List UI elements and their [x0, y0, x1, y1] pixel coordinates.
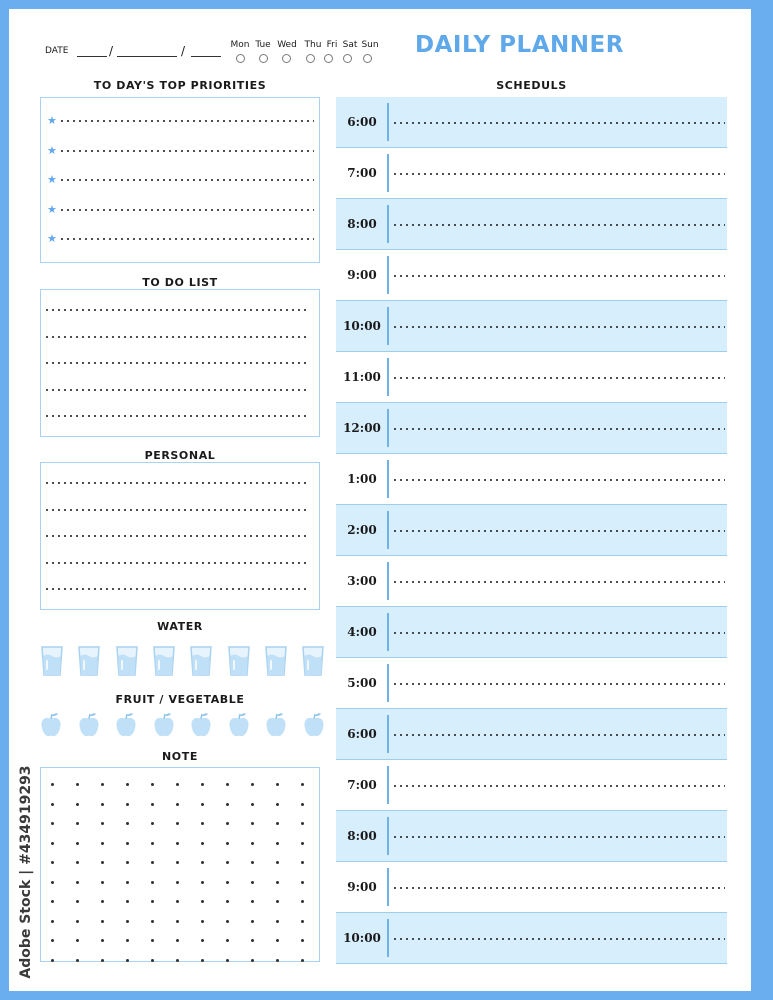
grid-dot — [126, 783, 129, 786]
schedule-slot[interactable] — [336, 913, 727, 964]
schedule-time-label: 12:00 — [343, 421, 381, 435]
circle-checkbox-icon[interactable] — [282, 54, 291, 63]
water-glass-icon[interactable] — [40, 645, 64, 677]
note-box[interactable] — [40, 767, 320, 962]
schedule-divider — [387, 868, 389, 906]
date-day-blank[interactable] — [77, 56, 107, 57]
grid-dot — [251, 783, 254, 786]
circle-checkbox-icon[interactable] — [363, 54, 372, 63]
writing-line[interactable] — [44, 562, 306, 564]
grid-dot — [101, 822, 104, 825]
apple-icon[interactable] — [40, 712, 62, 738]
grid-dot — [276, 842, 279, 845]
grid-dot — [251, 822, 254, 825]
grid-dot — [151, 803, 154, 806]
grid-dot — [176, 861, 179, 864]
grid-dot — [301, 861, 304, 864]
grid-dot — [276, 881, 279, 884]
date-separator: / — [109, 44, 114, 58]
grid-dot — [226, 900, 229, 903]
schedule-time-label: 3:00 — [347, 574, 377, 588]
apple-icon[interactable] — [265, 712, 287, 738]
star-icon: ★ — [47, 202, 57, 216]
grid-dot — [51, 959, 54, 962]
circle-checkbox-icon[interactable] — [236, 54, 245, 63]
water-glass-icon[interactable] — [152, 645, 176, 677]
todo-heading: TO DO LIST — [142, 276, 218, 289]
grid-dot — [201, 881, 204, 884]
day-label: Tue — [255, 40, 271, 50]
day-label: Wed — [277, 40, 297, 50]
writing-line[interactable] — [392, 377, 725, 379]
water-glass-icon[interactable] — [227, 645, 251, 677]
schedule-slot[interactable] — [336, 148, 727, 199]
schedule-slot[interactable] — [336, 454, 727, 505]
grid-dot — [51, 881, 54, 884]
schedule-time-label: 1:00 — [347, 472, 377, 486]
writing-line[interactable] — [392, 938, 725, 940]
priorities-heading: TO DAY'S TOP PRIORITIES — [93, 79, 267, 92]
grid-dot — [276, 959, 279, 962]
grid-dot — [201, 959, 204, 962]
circle-checkbox-icon[interactable] — [324, 54, 333, 63]
writing-line[interactable] — [392, 836, 725, 838]
grid-dot — [226, 842, 229, 845]
schedule-slot[interactable] — [336, 352, 727, 403]
grid-dot — [201, 939, 204, 942]
grid-dot — [176, 822, 179, 825]
grid-dot — [76, 939, 79, 942]
grid-dot — [151, 920, 154, 923]
writing-line[interactable] — [392, 632, 725, 634]
schedule-divider — [387, 766, 389, 804]
schedule-time-label: 7:00 — [347, 166, 377, 180]
fruit-heading: FRUIT / VEGETABLE — [115, 693, 245, 706]
apple-icon[interactable] — [153, 712, 175, 738]
writing-line[interactable] — [44, 362, 306, 364]
schedule-divider — [387, 817, 389, 855]
grid-dot — [301, 881, 304, 884]
writing-line[interactable] — [44, 389, 306, 391]
star-icon: ★ — [47, 173, 57, 186]
writing-line[interactable] — [392, 275, 725, 277]
grid-dot — [126, 842, 129, 845]
schedule-divider — [387, 511, 389, 549]
water-glass-icon[interactable] — [301, 645, 325, 677]
schedule-time-label: 11:00 — [343, 370, 381, 384]
schedule-divider — [387, 103, 389, 141]
grid-dot — [201, 861, 204, 864]
schedule-divider — [387, 205, 389, 243]
grid-dot — [101, 881, 104, 884]
writing-line[interactable] — [392, 224, 725, 226]
schedule-slot[interactable] — [336, 301, 727, 352]
writing-line[interactable] — [392, 530, 725, 532]
writing-line[interactable] — [44, 535, 306, 537]
schedule-divider — [387, 409, 389, 447]
schedule-time-label: 6:00 — [347, 115, 377, 129]
stock-watermark — [12, 760, 34, 990]
grid-dot — [226, 861, 229, 864]
grid-dot — [251, 861, 254, 864]
writing-line[interactable] — [44, 588, 306, 590]
grid-dot — [151, 881, 154, 884]
grid-dot — [301, 959, 304, 962]
writing-line[interactable] — [44, 336, 306, 338]
grid-dot — [51, 822, 54, 825]
schedule-divider — [387, 562, 389, 600]
grid-dot — [276, 861, 279, 864]
schedule-time-label: 6:00 — [347, 727, 377, 741]
grid-dot — [251, 939, 254, 942]
page-title: DAILY PLANNER — [415, 32, 624, 58]
personal-heading: PERSONAL — [144, 449, 216, 462]
writing-line[interactable] — [392, 173, 725, 175]
water-tracker — [40, 645, 325, 679]
grid-dot — [126, 803, 129, 806]
grid-dot — [201, 803, 204, 806]
grid-dot — [201, 783, 204, 786]
grid-dot — [101, 959, 104, 962]
writing-line[interactable] — [392, 326, 725, 328]
grid-dot — [101, 803, 104, 806]
schedule-slot[interactable] — [336, 709, 727, 760]
grid-dot — [226, 783, 229, 786]
schedule-divider — [387, 715, 389, 753]
grid-dot — [51, 842, 54, 845]
grid-dot — [251, 842, 254, 845]
grid-dot — [76, 822, 79, 825]
grid-dot — [251, 803, 254, 806]
grid-dot — [126, 900, 129, 903]
schedule-divider — [387, 919, 389, 957]
date-year-blank[interactable] — [191, 56, 221, 57]
water-glass-icon[interactable] — [189, 645, 213, 677]
schedule-time-label: 7:00 — [347, 778, 377, 792]
day-label: Sun — [361, 40, 379, 50]
writing-line[interactable] — [392, 581, 725, 583]
writing-line[interactable] — [392, 683, 725, 685]
grid-dot — [76, 861, 79, 864]
schedule-time-label: 10:00 — [343, 319, 381, 333]
writing-line[interactable] — [59, 150, 314, 152]
schedule-slot[interactable] — [336, 199, 727, 250]
writing-line[interactable] — [44, 309, 306, 311]
grid-dot — [176, 783, 179, 786]
grid-dot — [226, 822, 229, 825]
grid-dot — [201, 822, 204, 825]
grid-dot — [76, 920, 79, 923]
grid-dot — [226, 881, 229, 884]
schedule-slot[interactable] — [336, 658, 727, 709]
writing-line[interactable] — [392, 479, 725, 481]
grid-dot — [301, 939, 304, 942]
schedule-slot[interactable] — [336, 607, 727, 658]
schedule-time-label: 2:00 — [347, 523, 377, 537]
grid-dot — [176, 900, 179, 903]
grid-dot — [151, 842, 154, 845]
circle-checkbox-icon[interactable] — [259, 54, 268, 63]
grid-dot — [226, 959, 229, 962]
grid-dot — [276, 939, 279, 942]
writing-line[interactable] — [44, 509, 306, 511]
schedule-slot[interactable] — [336, 811, 727, 862]
grid-dot — [301, 822, 304, 825]
circle-checkbox-icon[interactable] — [343, 54, 352, 63]
grid-dot — [51, 861, 54, 864]
water-glass-icon[interactable] — [115, 645, 139, 677]
star-icon: ★ — [47, 114, 57, 127]
water-glass-icon[interactable] — [264, 645, 288, 677]
apple-icon[interactable] — [78, 712, 100, 738]
date-month-blank[interactable] — [117, 56, 177, 57]
grid-dot — [101, 920, 104, 923]
schedule-time-label: 4:00 — [347, 625, 377, 639]
grid-dot — [51, 939, 54, 942]
grid-dot — [226, 920, 229, 923]
grid-dot — [126, 959, 129, 962]
writing-line[interactable] — [59, 179, 314, 181]
apple-icon[interactable] — [190, 712, 212, 738]
todo-box[interactable] — [40, 289, 320, 437]
schedule-slot[interactable] — [336, 505, 727, 556]
schedule-divider — [387, 358, 389, 396]
day-label: Thu — [304, 40, 322, 50]
schedule-time-label: 5:00 — [347, 676, 377, 690]
writing-line[interactable] — [392, 887, 725, 889]
grid-dot — [126, 861, 129, 864]
schedule-time-label: 8:00 — [347, 829, 377, 843]
writing-line[interactable] — [59, 238, 314, 240]
grid-dot — [126, 822, 129, 825]
grid-dot — [51, 803, 54, 806]
fruit-tracker — [40, 710, 325, 740]
grid-dot — [101, 842, 104, 845]
grid-dot — [276, 822, 279, 825]
grid-dot — [251, 900, 254, 903]
schedule-divider — [387, 664, 389, 702]
watermark-text: Adobe Stock | #434919293 — [18, 765, 34, 979]
grid-dot — [176, 881, 179, 884]
date-separator: / — [181, 44, 186, 58]
grid-dot — [251, 920, 254, 923]
grid-dot — [51, 783, 54, 786]
grid-dot — [176, 920, 179, 923]
apple-icon[interactable] — [228, 712, 250, 738]
schedule-slot[interactable] — [336, 760, 727, 811]
grid-dot — [126, 881, 129, 884]
grid-dot — [176, 959, 179, 962]
grid-dot — [301, 900, 304, 903]
writing-line[interactable] — [44, 415, 306, 417]
schedule-slot[interactable] — [336, 556, 727, 607]
schedule-slot[interactable] — [336, 862, 727, 913]
grid-dot — [226, 803, 229, 806]
grid-dot — [276, 783, 279, 786]
grid-dot — [76, 803, 79, 806]
grid-dot — [301, 783, 304, 786]
priorities-box[interactable] — [40, 97, 320, 263]
schedule-time-label: 10:00 — [343, 931, 381, 945]
grid-dot — [176, 939, 179, 942]
grid-dot — [201, 842, 204, 845]
day-label: Fri — [326, 40, 338, 50]
grid-dot — [251, 959, 254, 962]
grid-dot — [101, 900, 104, 903]
schedule-time-label: 8:00 — [347, 217, 377, 231]
grid-dot — [101, 783, 104, 786]
schedule-divider — [387, 613, 389, 651]
grid-dot — [151, 861, 154, 864]
writing-line[interactable] — [59, 120, 314, 122]
grid-dot — [226, 939, 229, 942]
grid-dot — [151, 959, 154, 962]
writing-line[interactable] — [59, 209, 314, 211]
grid-dot — [276, 803, 279, 806]
schedule-slot[interactable] — [336, 97, 727, 148]
grid-dot — [76, 900, 79, 903]
star-icon: ★ — [47, 143, 57, 157]
water-heading: WATER — [157, 620, 203, 633]
grid-dot — [276, 900, 279, 903]
grid-dot — [76, 783, 79, 786]
personal-box[interactable] — [40, 462, 320, 610]
grid-dot — [201, 900, 204, 903]
grid-dot — [126, 939, 129, 942]
day-label: Mon — [230, 40, 250, 50]
water-glass-icon[interactable] — [77, 645, 101, 677]
apple-icon[interactable] — [115, 712, 137, 738]
day-label: Sat — [342, 40, 358, 50]
writing-line[interactable] — [392, 785, 725, 787]
grid-dot — [151, 900, 154, 903]
grid-dot — [76, 881, 79, 884]
note-heading: NOTE — [162, 750, 198, 763]
schedule-divider — [387, 307, 389, 345]
grid-dot — [151, 822, 154, 825]
circle-checkbox-icon[interactable] — [306, 54, 315, 63]
grid-dot — [301, 920, 304, 923]
writing-line[interactable] — [392, 428, 725, 430]
grid-dot — [251, 881, 254, 884]
writing-line[interactable] — [44, 482, 306, 484]
grid-dot — [151, 939, 154, 942]
schedule-slot[interactable] — [336, 250, 727, 301]
grid-dot — [176, 842, 179, 845]
writing-line[interactable] — [392, 122, 725, 124]
schedule-time-label: 9:00 — [347, 268, 377, 282]
grid-dot — [101, 861, 104, 864]
grid-dot — [126, 920, 129, 923]
grid-dot — [76, 959, 79, 962]
grid-dot — [301, 803, 304, 806]
schedule-divider — [387, 256, 389, 294]
grid-dot — [301, 842, 304, 845]
schedule-time-label: 9:00 — [347, 880, 377, 894]
date-label: DATE — [45, 46, 69, 56]
schedule-divider — [387, 154, 389, 192]
grid-dot — [101, 939, 104, 942]
apple-icon[interactable] — [303, 712, 325, 738]
writing-line[interactable] — [392, 734, 725, 736]
schedule-heading: SCHEDULS — [496, 79, 567, 92]
grid-dot — [51, 920, 54, 923]
schedule-divider — [387, 460, 389, 498]
schedule-slot[interactable] — [336, 403, 727, 454]
grid-dot — [76, 842, 79, 845]
grid-dot — [151, 783, 154, 786]
grid-dot — [201, 920, 204, 923]
grid-dot — [176, 803, 179, 806]
grid-dot — [276, 920, 279, 923]
star-icon: ★ — [47, 232, 57, 245]
grid-dot — [51, 900, 54, 903]
